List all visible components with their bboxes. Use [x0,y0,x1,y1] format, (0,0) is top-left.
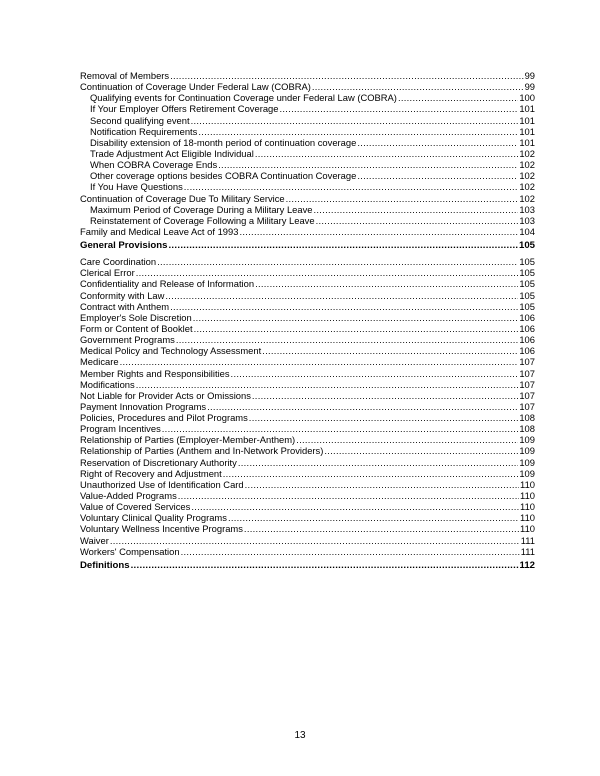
toc-entry-title: Definitions [80,559,130,571]
toc-entry-page: 103 [519,214,535,226]
toc-entry[interactable] [80,379,535,390]
dot-leader [181,546,520,557]
toc-section-heading[interactable] [80,239,535,253]
toc-entry[interactable] [80,70,535,81]
toc-entry-title: Continuation of Coverage Due To Military Service [80,192,285,204]
toc-entry-title: If Your Employer Offers Retirement Coverage [90,103,279,115]
toc-entry[interactable] [80,103,535,114]
page-number: 13 [294,730,306,741]
toc-entry[interactable] [80,137,535,148]
toc-entry-page: 110 [520,478,535,490]
dot-leader [255,148,519,159]
toc-entry[interactable] [80,546,535,557]
toc-entry-title: Relationship of Parties (Employer-Member-Anthem) [80,434,296,446]
toc-entry[interactable] [80,523,535,534]
toc-entry-page: 103 [519,203,535,215]
toc-entry-page: 111 [520,534,535,546]
toc-entry-title: Right of Recovery and Adjustment [80,467,222,479]
toc-entry-page: 101 [519,103,535,115]
toc-entry[interactable] [80,215,535,226]
toc-entry-page: 105 [519,289,535,301]
toc-entry-title: Workers' Compensation [80,545,180,557]
dot-leader [279,103,518,114]
toc-entry[interactable] [80,115,535,126]
dot-leader [398,92,518,103]
toc-entry-page: 101 [519,136,535,148]
dot-leader [357,137,518,148]
dot-leader [312,81,524,92]
toc-entry-title: Medicare [80,356,119,368]
table-of-contents [80,70,535,576]
toc-entry[interactable] [80,334,535,345]
toc-entry-title: Disability extension of 18-month period of continuation coverage [90,136,357,148]
toc-entry[interactable] [80,468,535,479]
dot-leader [238,457,519,468]
toc-entry-title: Member Rights and Responsibilities [80,367,230,379]
dot-leader [120,356,519,367]
dot-leader [168,239,518,253]
dot-leader [178,490,519,501]
toc-entry-page: 105 [519,267,535,279]
dot-leader [207,401,518,412]
toc-entry-page: 101 [519,125,535,137]
dot-leader [357,170,518,181]
toc-entry[interactable] [80,423,535,434]
toc-entry-page: 102 [519,181,535,193]
toc-entry-page: 106 [519,311,535,323]
toc-entry-page: 102 [519,159,535,171]
toc-entry[interactable] [80,226,535,237]
dot-leader [110,535,520,546]
toc-entry-page: 101 [519,114,535,126]
dot-leader [231,368,519,379]
dot-leader [136,267,519,278]
dot-leader [286,193,519,204]
toc-entry-title: Voluntary Wellness Incentive Programs [80,523,243,535]
toc-entry-page: 99 [524,81,535,93]
toc-entry[interactable] [80,290,535,301]
toc-entry[interactable] [80,301,535,312]
toc-entry-title: Unauthorized Use of Identification Card [80,478,244,490]
toc-entry-title: Voluntary Clinical Quality Programs [80,512,227,524]
dot-leader [262,345,518,356]
dot-leader [255,278,518,289]
toc-entry-page: 102 [519,147,535,159]
toc-section-heading[interactable] [80,559,535,573]
dot-leader [136,379,519,390]
toc-entry[interactable] [80,390,535,401]
toc-entry-page: 102 [519,192,535,204]
toc-entry-page: 110 [520,490,535,502]
toc-entry-page: 110 [520,512,535,524]
toc-entry[interactable] [80,92,535,103]
toc-entry-page: 106 [519,322,535,334]
toc-entry-title: Waiver [80,534,109,546]
toc-entry-title: Qualifying events for Continuation Coverage under Federal Law (COBRA) [90,92,397,104]
toc-entry[interactable] [80,434,535,445]
toc-entry-title: Form or Content of Booklet [80,322,193,334]
toc-entry[interactable] [80,401,535,412]
toc-entry-title: Trade Adjustment Act Eligible Individual [90,147,254,159]
toc-entry-title: Continuation of Coverage Under Federal Law (COBRA) [80,81,311,93]
dot-leader [296,434,518,445]
dot-leader [193,312,519,323]
toc-entry[interactable] [80,368,535,379]
toc-entry-title: Value of Covered Services [80,501,191,513]
dot-leader [223,468,519,479]
toc-entry[interactable] [80,446,535,457]
toc-entry-title: Medical Policy and Technology Assessment [80,345,262,357]
toc-entry-title: Confidentiality and Release of Information [80,278,255,290]
toc-entry-page: 107 [519,400,535,412]
toc-entry-title: Not Liable for Provider Acts or Omissions [80,389,251,401]
toc-entry[interactable] [80,267,535,278]
dot-leader [191,501,519,512]
toc-entry-page: 109 [519,445,535,457]
toc-entry[interactable] [80,148,535,159]
toc-entry[interactable] [80,323,535,334]
toc-entry-title: Relationship of Parties (Anthem and In-Network Providers) [80,445,324,457]
toc-entry-title: Reservation of Discretionary Authority [80,456,237,468]
toc-entry-title: Reinstatement of Coverage Following a Military Leave [90,214,315,226]
toc-entry[interactable] [80,501,535,512]
toc-entry-page: 106 [519,334,535,346]
dot-leader [324,446,518,457]
toc-entry-title: Government Programs [80,334,175,346]
toc-entry[interactable] [80,256,535,267]
toc-entry-title: Payment Innovation Programs [80,400,207,412]
toc-entry-title: Other coverage options besides COBRA Continuation Coverage [90,170,357,182]
toc-entry-page: 110 [520,523,535,535]
toc-entry-page: 111 [520,545,535,557]
toc-entry-title: Program Incentives [80,423,161,435]
toc-entry[interactable] [80,535,535,546]
toc-entry[interactable] [80,512,535,523]
toc-entry-page: 105 [519,256,535,268]
toc-entry[interactable] [80,81,535,92]
toc-entry-title: Removal of Members [80,70,170,81]
toc-entry[interactable] [80,181,535,192]
toc-entry-title: If You Have Questions [90,181,183,193]
toc-entry-page: 109 [519,467,535,479]
toc-entry-title: Clerical Error [80,267,135,279]
dot-leader [131,559,519,573]
toc-entry[interactable] [80,193,535,204]
toc-entry-title: Value-Added Programs [80,490,177,502]
dot-leader [249,412,519,423]
toc-entry-title: Conformity with Law [80,289,165,301]
toc-entry-page: 109 [519,434,535,446]
dot-leader [170,70,523,81]
dot-leader [218,159,518,170]
dot-leader [244,523,519,534]
toc-entry-page: 105 [519,278,535,290]
dot-leader [191,115,519,126]
toc-entry-page: 110 [520,501,535,513]
toc-entry[interactable] [80,490,535,501]
toc-entry-title: Contract with Anthem [80,300,170,312]
toc-entry-page: 108 [519,423,535,435]
dot-leader [245,479,519,490]
toc-entry[interactable] [80,126,535,137]
dot-leader [165,290,518,301]
dot-leader [170,301,518,312]
dot-leader [252,390,518,401]
dot-leader [239,226,518,237]
toc-entry[interactable] [80,159,535,170]
toc-entry-page: 107 [519,389,535,401]
toc-entry-page: 105 [519,300,535,312]
toc-entry[interactable] [80,457,535,468]
toc-entry-title: Policies, Procedures and Pilot Programs [80,412,248,424]
toc-entry-page: 99 [524,70,535,81]
toc-entry-page: 107 [519,356,535,368]
dot-leader [184,181,519,192]
toc-entry-page: 108 [519,412,535,424]
toc-entry-title: Notification Requirements [90,125,198,137]
toc-entry[interactable] [80,345,535,356]
toc-entry-title: Care Coordination [80,256,157,268]
toc-entry-page: 107 [519,378,535,390]
toc-entry-page: 112 [519,559,535,571]
toc-entry[interactable] [80,312,535,323]
toc-entry-page: 102 [519,170,535,182]
dot-leader [228,512,519,523]
toc-entry-title: Maximum Period of Coverage During a Military Leave [90,203,313,215]
toc-entry-title: Family and Medical Leave Act of 1993 [80,225,239,237]
toc-entry-title: When COBRA Coverage Ends [90,159,218,171]
toc-entry[interactable] [80,479,535,490]
dot-leader [194,323,519,334]
toc-entry[interactable] [80,170,535,181]
dot-leader [176,334,519,345]
toc-entry-page: 109 [519,456,535,468]
toc-entry[interactable] [80,356,535,367]
toc-entry-title: Employer's Sole Discretion [80,311,192,323]
toc-entry-page: 105 [518,240,535,252]
toc-entry-page: 106 [519,345,535,357]
toc-entry-page: 100 [519,92,535,104]
dot-leader [157,256,518,267]
toc-entry-page: 107 [519,367,535,379]
toc-entry-title: Second qualifying event [90,114,190,126]
toc-entry-page: 104 [519,225,535,237]
toc-entry[interactable] [80,204,535,215]
dot-leader [314,204,519,215]
dot-leader [198,126,518,137]
toc-entry[interactable] [80,412,535,423]
toc-entry-title: General Provisions [80,240,168,252]
dot-leader [316,215,519,226]
toc-entry[interactable] [80,278,535,289]
dot-leader [162,423,519,434]
toc-entry-title: Modifications [80,378,135,390]
